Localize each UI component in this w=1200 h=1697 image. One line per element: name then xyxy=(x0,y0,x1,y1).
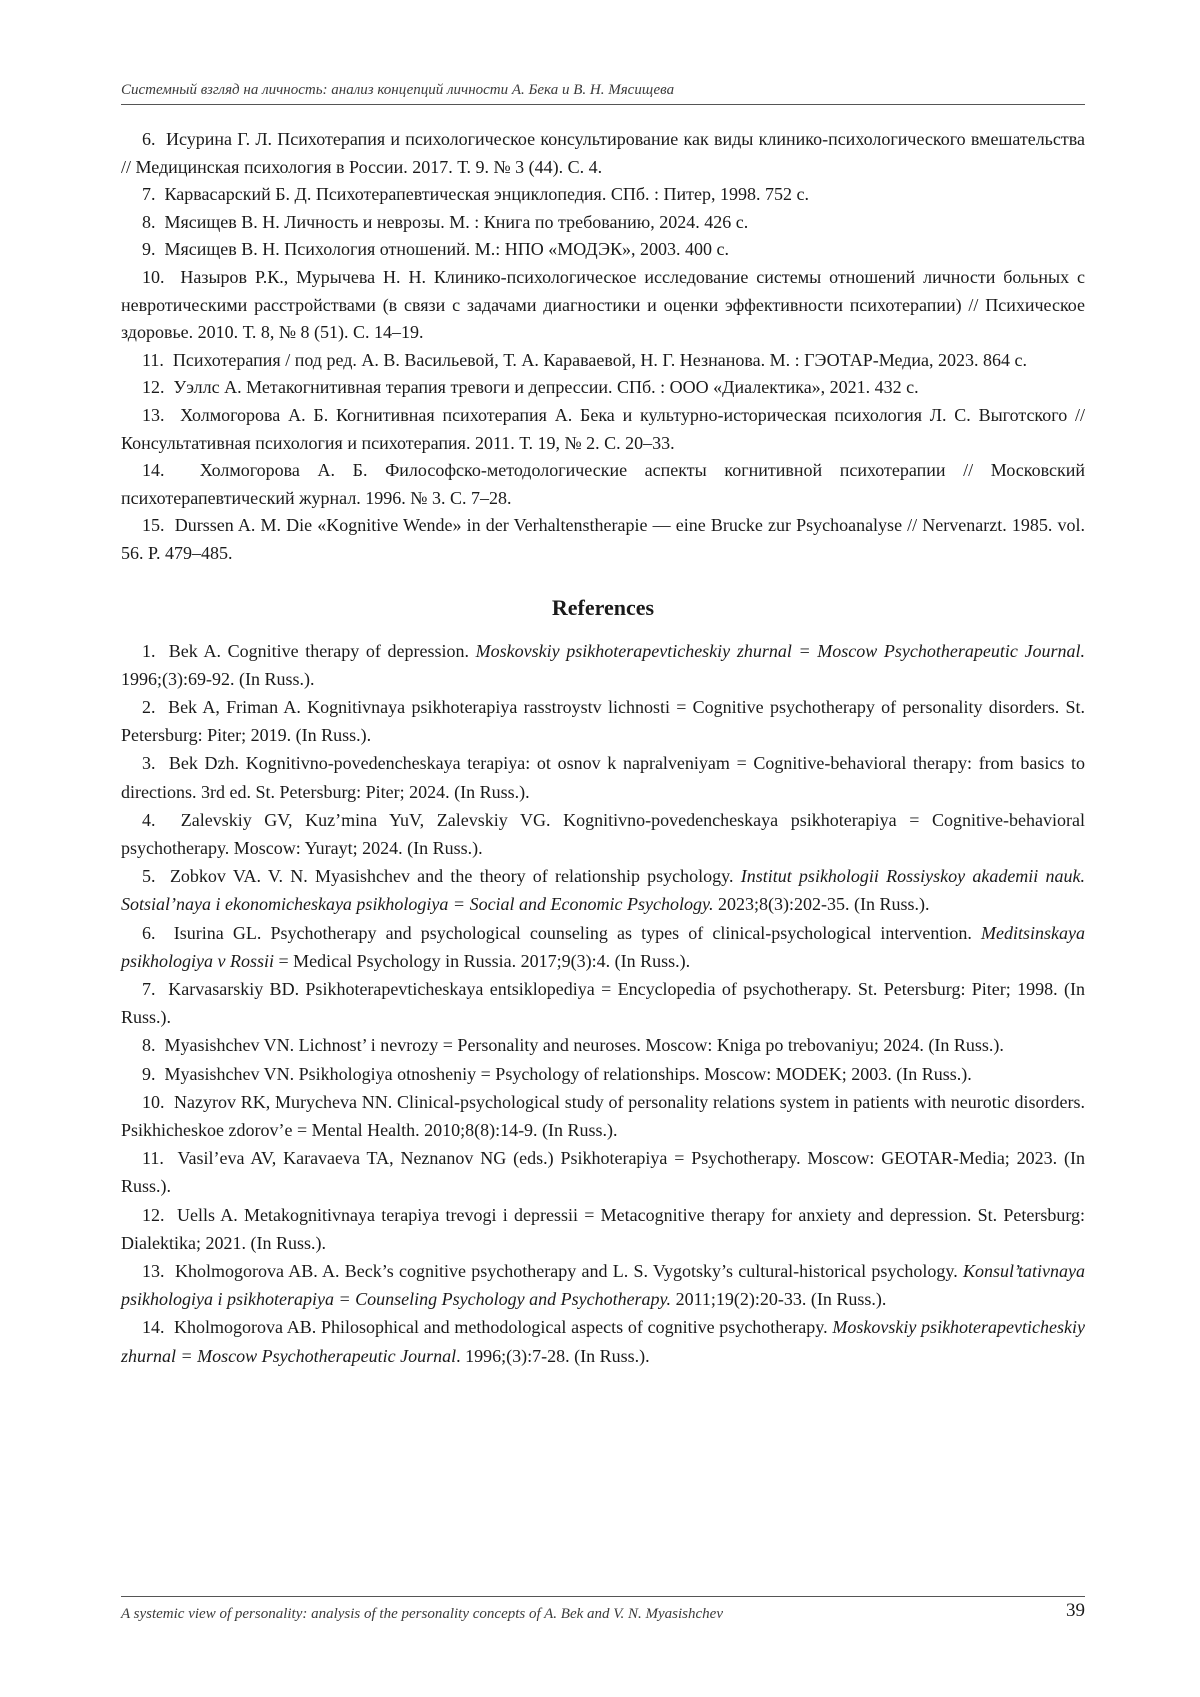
reference-item xyxy=(121,209,1085,237)
reference-item xyxy=(121,862,1085,918)
reference-item xyxy=(121,374,1085,402)
reference-text: Холмогорова А. Б. Философско-методологические аспекты когнитивной психотерапии // Московский психотерапевтический журнал. 1996. № 3. С. 7–28. xyxy=(121,460,1085,508)
reference-text: Nazyrov RK, Murycheva NN. Clinical-psychological study of personality relations system in patients with neurotic disorders. Psikhicheskoe zdorov’e = Mental Health. 2010;8(8):14-9. (In Russ.). xyxy=(121,1091,1086,1140)
reference-item xyxy=(121,264,1085,347)
reference-text: Karvasarskiy BD. Psikhoterapevticheskaya entsiklopediya = Encyclopedia of psychotherapy. St. Petersburg: Piter; 1998. (In Russ.). xyxy=(121,978,1086,1028)
reference-text: Kholmogorova AB. Philosophical and methodological aspects of cognitive psychotherapy. xyxy=(173,1317,833,1338)
reference-text: Психотерапия / под ред. А. В. Васильевой, Т. А. Караваевой, Н. Г. Незнанова. М. : ГЭОТАР-Медиа, 2023. 864 с. xyxy=(172,349,1027,370)
reference-item xyxy=(121,1031,1085,1059)
reference-item xyxy=(121,347,1085,375)
reference-number: 14. xyxy=(142,1317,165,1338)
reference-item xyxy=(121,749,1085,805)
reference-number: 12. xyxy=(142,1204,165,1225)
footer-divider xyxy=(121,1596,1085,1597)
reference-item xyxy=(121,806,1085,862)
reference-text: Zobkov VA. V. N. Myasishchev and the theory of relationship psychology. xyxy=(169,866,741,887)
reference-tail: . 1996;(3):7-28. (In Russ.). xyxy=(456,1345,650,1366)
reference-tail: 2023;8(3):202-35. (In Russ.). xyxy=(713,894,930,915)
reference-number: 1. xyxy=(142,640,156,661)
russian-reference-list xyxy=(121,126,1085,568)
reference-number: 13. xyxy=(142,1260,165,1281)
reference-number: 8. xyxy=(142,1035,156,1056)
reference-number: 12. xyxy=(142,377,165,398)
reference-item xyxy=(121,236,1085,264)
reference-text: Durssen A. M. Die «Kognitive Wende» in der Verhaltenstherapie — eine Brucke zur Psychoanalyse // Nervenarzt. 1985. vol. 56. P. 479–485. xyxy=(121,515,1085,563)
english-reference-list xyxy=(121,637,1085,1370)
reference-text: Назыров Р.К., Мурычева Н. Н. Клинико-психологическое исследование системы отношений личности больных с невротическими расстройствами (в связи с задачами диагностики и оценки эффективности психотерапии) // Психическое здоровье. 2010. Т. 8, № 8 (51). С. 14–19. xyxy=(121,266,1086,343)
reference-number: 11. xyxy=(142,1148,164,1169)
reference-text: Uells A. Metakognitivnaya terapiya trevogi i depressii = Metacognitive therapy for anxiety and depression. St. Petersburg: Dialektika; 2021. (In Russ.). xyxy=(121,1204,1086,1253)
reference-item xyxy=(121,181,1085,209)
reference-journal: Konsul’tativnaya psikhologiya i psikhoterapiya = Counseling Psychology and Psychotherapy. xyxy=(121,1260,1086,1310)
reference-number: 8. xyxy=(142,211,156,232)
page-number: 39 xyxy=(1066,1600,1085,1621)
reference-item xyxy=(121,975,1085,1031)
reference-journal: Moskovskiy psikhoterapevticheskiy zhurnal = Moscow Psychotherapeutic Journal xyxy=(121,1317,1085,1366)
reference-text: Мясищев В. Н. Личность и неврозы. М. : Книга по требованию, 2024. 426 с. xyxy=(164,211,749,232)
reference-journal: Meditsinskaya psikhologiya v Rossii xyxy=(121,922,1085,971)
reference-item xyxy=(121,402,1085,457)
reference-item xyxy=(121,126,1085,181)
reference-item xyxy=(121,919,1085,975)
reference-item xyxy=(121,1201,1085,1257)
reference-tail: 2011;19(2):20-33. (In Russ.). xyxy=(671,1289,887,1310)
reference-item xyxy=(121,693,1085,749)
reference-item xyxy=(121,1144,1085,1200)
reference-text: Bek A. Cognitive therapy of depression. xyxy=(168,640,476,661)
reference-item xyxy=(121,457,1085,512)
reference-text: Холмогорова А. Б. Когнитивная психотерапия А. Бека и культурно-историческая психология Л. С. Выготского // Консультативная психология и психотерапия. 2011. Т. 19, № 2. С. 20–33. xyxy=(121,404,1085,453)
reference-item xyxy=(121,512,1085,567)
header-divider xyxy=(121,104,1085,105)
reference-number: 5. xyxy=(142,866,156,887)
reference-number: 9. xyxy=(142,1063,156,1084)
reference-journal: Institut psikhologii Rossiyskoy akademii nauk. Sotsial’naya i ekonomicheskaya psikhologiya = Social and Economic Psychology. xyxy=(121,866,1086,915)
reference-number: 6. xyxy=(142,922,156,943)
reference-number: 2. xyxy=(142,696,156,717)
reference-number: 7. xyxy=(142,184,156,205)
reference-text: Zalevskiy GV, Kuz’mina YuV, Zalevskiy VG. Kognitivno-povedencheskaya psikhoterapiya = Cognitive-behavioral psychotherapy. Moscow: Yurayt; 2024. (In Russ.). xyxy=(121,809,1085,858)
reference-text: Исурина Г. Л. Психотерапия и психологическое консультирование как виды клинико-психологического вмешательства // Медицинская психология в России. 2017. Т. 9. № 3 (44). С. 4. xyxy=(121,129,1085,177)
reference-text: Уэллс А. Метакогнитивная терапия тревоги и депрессии. СПб. : ООО «Диалектика», 2021. 432 с. xyxy=(173,377,919,398)
reference-item xyxy=(121,1257,1085,1313)
reference-text: Vasil’eva AV, Karavaeva TA, Neznanov NG (eds.) Psikhoterapiya = Psychotherapy. Moscow: GEOTAR-Media; 2023. (In Russ.). xyxy=(121,1148,1085,1197)
reference-item xyxy=(121,637,1085,693)
reference-number: 10. xyxy=(142,266,165,287)
references-heading: References xyxy=(551,594,655,620)
running-footer: A systemic view of personality: analysis of the personality concepts of A. Bek and V. N. Myasishchev xyxy=(121,1606,723,1622)
reference-item xyxy=(121,1088,1085,1144)
reference-text: Bek A, Friman A. Kognitivnaya psikhoterapiya rasstroystv lichnosti = Cognitive psychotherapy of personality disorders. St. Petersburg: Piter; 2019. (In Russ.). xyxy=(121,696,1085,746)
reference-number: 3. xyxy=(142,753,156,774)
reference-text: Myasishchev VN. Psikhologiya otnosheniy = Psychology of relationships. Moscow: MODEK; 2003. (In Russ.). xyxy=(164,1063,972,1084)
reference-number: 10. xyxy=(142,1091,165,1112)
reference-journal: Moskovskiy psikhoterapevticheskiy zhurnal = Moscow Psychotherapeutic Journal. xyxy=(475,640,1085,661)
reference-text: Карвасарский Б. Д. Психотерапевтическая энциклопедия. СПб. : Питер, 1998. 752 с. xyxy=(164,184,809,205)
reference-number: 7. xyxy=(142,978,156,999)
running-header: Системный взгляд на личность: анализ концепций личности А. Бека и В. Н. Мясищева xyxy=(121,82,675,98)
reference-tail: = Medical Psychology in Russia. 2017;9(3):4. (In Russ.). xyxy=(273,950,691,971)
reference-text: Isurina GL. Psychotherapy and psychological counseling as types of clinical-psychological intervention. xyxy=(173,922,982,943)
reference-number: 15. xyxy=(142,515,165,536)
reference-number: 13. xyxy=(142,404,165,425)
reference-text: Kholmogorova AB. A. Beck’s cognitive psychotherapy and L. S. Vygotsky’s cultural-historical psychology. xyxy=(175,1260,964,1281)
reference-item xyxy=(121,1313,1085,1369)
reference-text: Myasishchev VN. Lichnost’ i nevrozy = Personality and neuroses. Moscow: Kniga po trebovaniyu; 2024. (In Russ.). xyxy=(164,1035,1004,1056)
reference-column xyxy=(121,126,1085,1370)
reference-item xyxy=(121,1060,1085,1088)
reference-tail: 1996;(3):69-92. (In Russ.). xyxy=(121,668,315,689)
reference-number: 6. xyxy=(142,129,156,149)
reference-number: 9. xyxy=(142,239,156,260)
reference-text: Мясищев В. Н. Психология отношений. М.: НПО «МОДЭК», 2003. 400 с. xyxy=(164,239,729,260)
reference-text: Bek Dzh. Kognitivno-povedencheskaya terapiya: ot osnov k napralveniyam = Cognitive-behavioral therapy: from basics to directions. 3rd ed. St. Petersburg: Piter; 2024. (In Russ.). xyxy=(121,753,1086,802)
reference-number: 4. xyxy=(142,809,156,830)
reference-number: 11. xyxy=(142,349,164,370)
reference-number: 14. xyxy=(142,460,165,481)
